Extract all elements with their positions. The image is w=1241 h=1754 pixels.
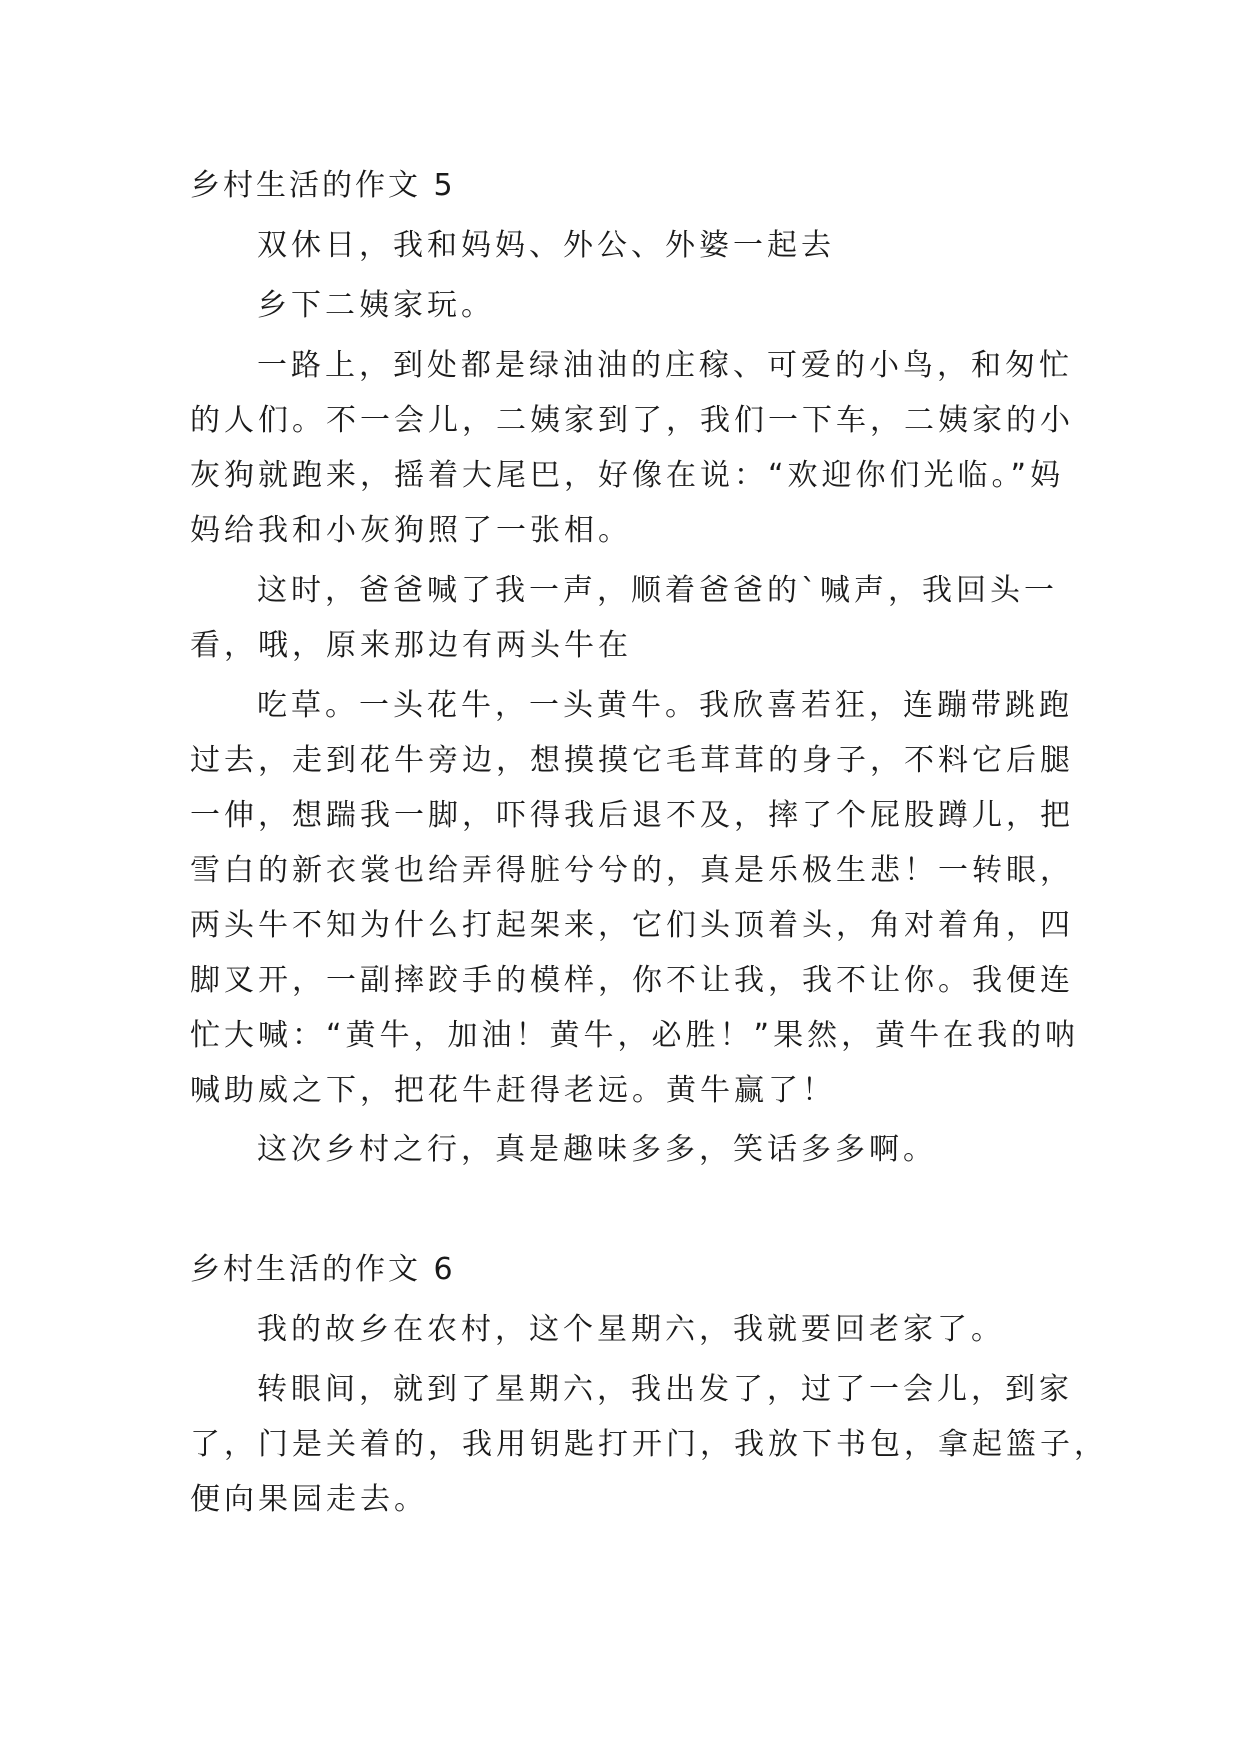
essay-5-line: 忙大喊：“黄牛，加油！黄牛，必胜！”果然，黄牛在我的呐 — [190, 1018, 1080, 1053]
essay-6-title: 乡村生活的作文 6 — [190, 1252, 456, 1287]
essay-5-line: 这时，爸爸喊了我一声，顺着爸爸的`喊声，我回头一 — [257, 573, 1058, 608]
essay-5-line: 过去，走到花牛旁边，想摸摸它毛茸茸的身子，不料它后腿 — [190, 743, 1074, 778]
essay-5-line: 喊助威之下，把花牛赶得老远。黄牛赢了！ — [190, 1073, 836, 1108]
essay-6-line: 我的故乡在农村，这个星期六，我就要回老家了。 — [257, 1312, 1005, 1347]
essay-5-line: 妈给我和小灰狗照了一张相。 — [190, 513, 632, 548]
essay-5-line: 吃草。一头花牛，一头黄牛。我欣喜若狂，连蹦带跳跑 — [257, 688, 1073, 723]
essay-5-line: 脚叉开，一副摔跤手的模样，你不让我，我不让你。我便连 — [190, 963, 1074, 998]
essay-5-line: 灰狗就跑来，摇着大尾巴，好像在说：“欢迎你们光临。”妈 — [190, 458, 1065, 493]
essay-5-line: 一伸，想踹我一脚，吓得我后退不及，摔了个屁股蹲儿，把 — [190, 798, 1074, 833]
essay-5-line: 双休日，我和妈妈、外公、外婆一起去 — [257, 228, 835, 263]
essay-5-line: 两头牛不知为什么打起架来，它们头顶着头，角对着角，四 — [190, 908, 1074, 943]
essay-5-line: 的人们。不一会儿，二姨家到了，我们一下车，二姨家的小 — [190, 403, 1074, 438]
essay-5-line: 乡下二姨家玩。 — [257, 288, 495, 323]
essay-6-line: 便向果园走去。 — [190, 1482, 428, 1517]
essay-5-line: 看，哦，原来那边有两头牛在 — [190, 628, 632, 663]
essay-5-line: 这次乡村之行，真是趣味多多，笑话多多啊。 — [257, 1132, 937, 1167]
essay-5-line: 一路上，到处都是绿油油的庄稼、可爱的小鸟，和匆忙 — [257, 348, 1073, 383]
essay-5-line: 雪白的新衣裳也给弄得脏兮兮的，真是乐极生悲！一转眼， — [190, 853, 1074, 888]
essay-6-line: 了，门是关着的，我用钥匙打开门，我放下书包，拿起篮子， — [190, 1427, 1108, 1462]
essay-6-line: 转眼间，就到了星期六，我出发了，过了一会儿，到家 — [257, 1372, 1073, 1407]
essay-5-title: 乡村生活的作文 5 — [190, 168, 456, 203]
